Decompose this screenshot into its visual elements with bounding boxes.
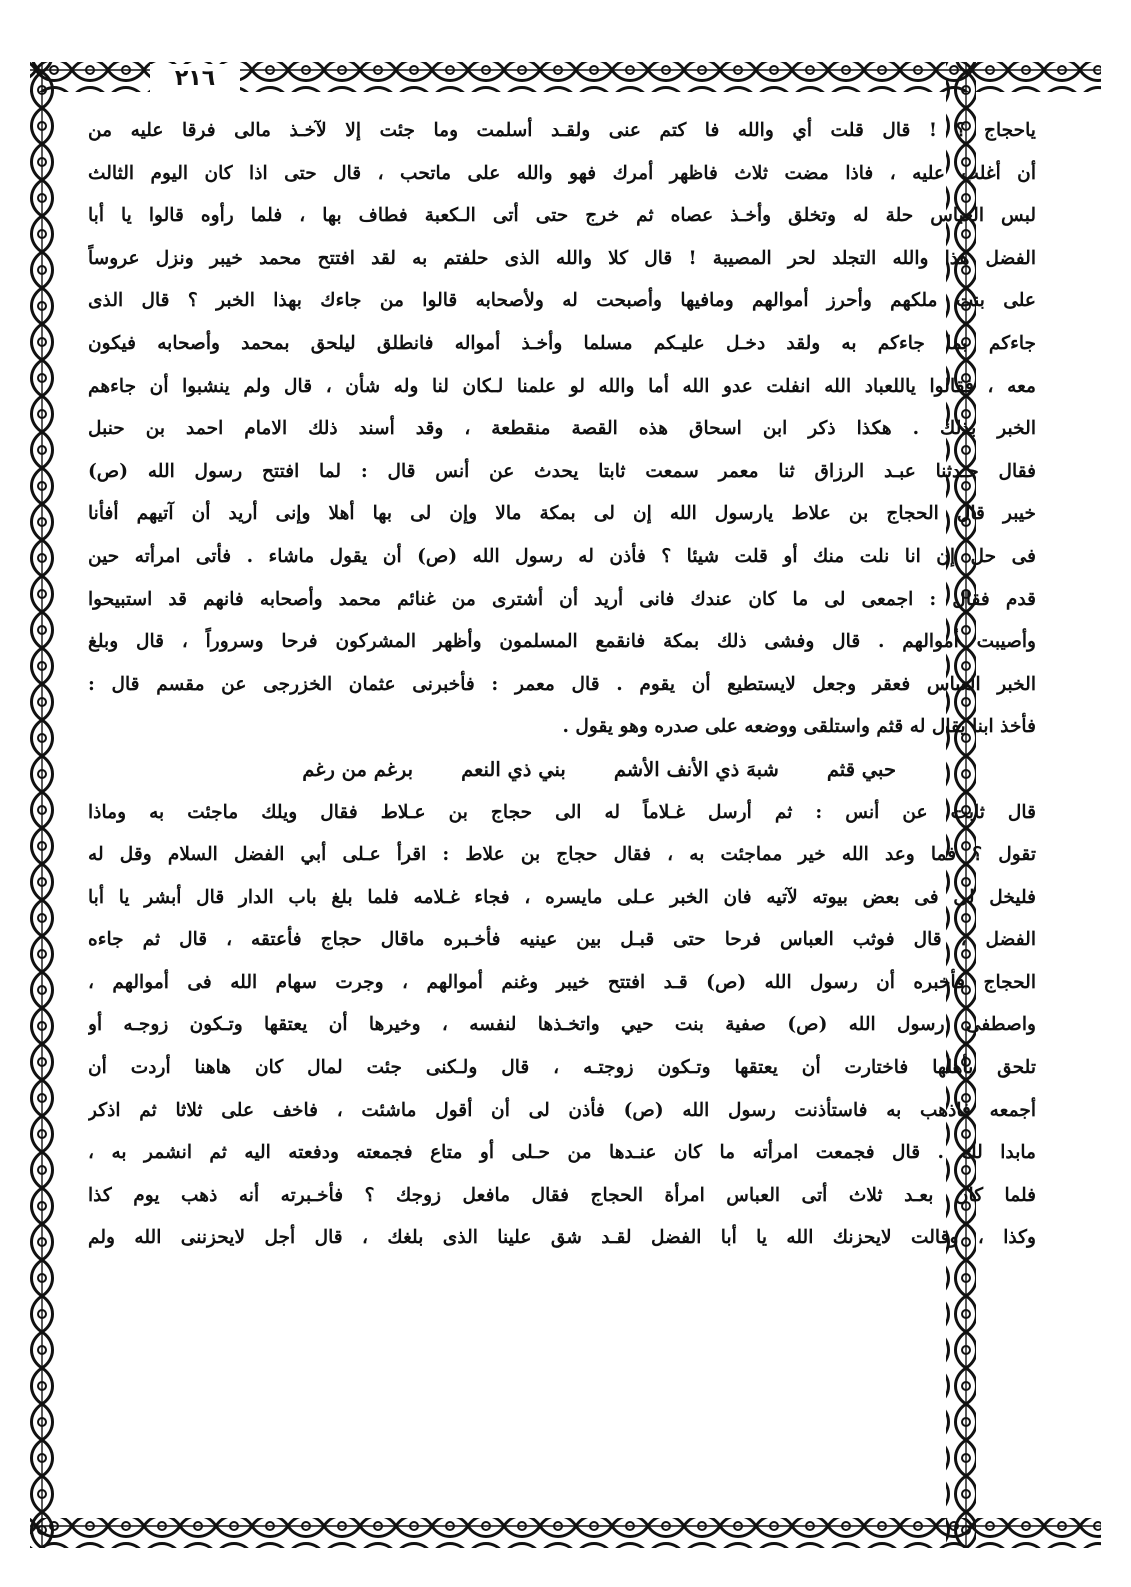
text-line: الخبر بذلك . هكذا ذكر ابن اسحاق هذه القصة منقطعة ، وقد أسند ذلك الامام احمد بن حنبل	[88, 418, 1036, 440]
text-line: تلحق بأهلها فاختارت أن يعتقها وتـكون زوجتـه ، قال ولـكنى جئت لمال كان هاهنا أردت أن	[88, 1057, 1036, 1079]
text-line: الفضل هذا والله التجلد لحر المصيبة ! قال كلا والله الذى حلفتم به لقد افتتح محمد خيبر ونزل عروساً	[88, 247, 1036, 269]
text-line: تقول ؟ فما وعد الله خير مماجئت به ، فقال حجاج بن علاط : اقرأ عـلى أبي الفضل السلام وقل له	[88, 844, 1036, 866]
text-line: فى حل إن انا نلت منك أو قلت شيئا ؟ فأذن له رسول الله (ص) أن يقول ماشاء . فأتى امرأته حين	[88, 545, 1036, 567]
text-line: مابدا لك . قال فجمعت امرأته ما كان عنـدها من حـلى أو متاع فجمعته ودفعته اليه ثم انشمر به ،	[88, 1142, 1036, 1164]
text-line: أن أغلب عليه ، فاذا مضت ثلاث فاظهر أمرك فهو والله على ماتحب ، قال حتى اذا كان اليوم الثالث	[88, 162, 1036, 184]
text-line: وأصيبت أموالهم . قال وفشى ذلك بمكة فانقمع المسلمون وأظهر المشركون فرحا وسروراً ، قال وبلغ	[88, 631, 1036, 653]
text-line: على بنت ملكهم وأحرز أموالهم ومافيها وأصبحت له ولأصحابه قالوا من جاءك بهذا الخبر ؟ قال الذى	[88, 290, 1036, 312]
page-number: ٢١٦	[150, 64, 240, 94]
text-line: لبس العباس حلة له وتخلق وأخـذ عصاه ثم خرج حتى أتى الـكعبة فطاف بها ، فلما رأوه قالوا يا أبا	[88, 205, 1036, 227]
text-line: فأخذ ابنا يقال له قثم واستلقى ووضعه على صدره وهو يقول .	[562, 716, 1036, 738]
text-line: فلما كان بعـد ثلاث أتى العباس امرأة الحجاج فقال مافعل زوجك ؟ فأخـبرته أنه ذهب يوم كذا	[88, 1184, 1036, 1206]
text-line: ياحجاج ؟ ! قال قلت أي والله فا كتم عنى ولقـد أسلمت وما جئت إلا لآخـذ مالى فرقا عليه من	[88, 120, 1036, 141]
text-line: فقال حـدثنا عبـد الرزاق ثنا معمر سمعت ثابتا يحدث عن أنس قال : لما افتتح رسول الله (ص)	[88, 460, 1036, 482]
text-line: خيبر قال الحجاج بن علاط يارسول الله إن لى بمكة مالا وإن لى بها أهلا وإنى أريد أن آتيهم أفأنا	[88, 503, 1036, 525]
text-line: جاءكم بما جاءكم به ولقد دخـل عليـكم مسلما وأخـذ أمواله فانطلق ليلحق بمحمد وأصحابه فيكون	[88, 332, 1036, 354]
text-line: أجمعه فاذهب به فاستأذنت رسول الله (ص) فأذن لى أن أقول ماشئت ، فاخف على ثلاثا ثم اذكر	[88, 1099, 1036, 1121]
text-line: الفضل ، قال فوثب العباس فرحا حتى قبـل بين عينيه فأخـبره ماقال حجاج فأعتقه ، قال ثم جاءه	[88, 929, 1036, 951]
verse-segment: برغم من رغم	[302, 757, 414, 781]
text-line: الحجاج فأخبره أن رسول الله (ص) قـد افتتح خيبر وغنم أموالهم ، وجرت سهام الله فى أموالهم ،	[88, 971, 1036, 993]
text-line: قدم فقال : اجمعى لى ما كان عندك فانى أريد أن أشترى من غنائم محمد وأصحابه فانهم قد استبيحوا	[88, 588, 1036, 610]
text-line: واصطفى رسول الله (ص) صفية بنت حيي واتخـذها لنفسه ، وخيرها أن يعتقها وتـكون زوجـه أو	[88, 1014, 1036, 1036]
text-line: وكذا ، وقالت لايحزنك الله يا أبا الفضل لقـد شق علينا الذى بلغك ، قال أجل لايحزننى الله ولم	[88, 1227, 1036, 1249]
text-line: فليخل لى فى بعض بيوته لآتيه فان الخبر عـلى مايسره ، فجاء غـلامه فلما بلغ باب الدار قال أبشر يا أبا	[88, 886, 1036, 908]
verse-segment: حبي قثم	[826, 757, 896, 781]
text-line: الخبر العباس فعقر وجعل لايستطيع أن يقوم . قال معمر : فأخبرنى عثمان الخزرجى عن مقسم قال :	[88, 673, 1036, 695]
text-line: معه ، فقالوا ياللعباد الله انفلت عدو الله أما والله لو علمنا لـكان لنا وله شأن ، قال ولم ينشبوا أن جاءهم	[88, 375, 1036, 397]
poem-verse	[88, 749, 1036, 792]
text-line: قال ثابت عن أنس : ثم أرسل غـلاماً له الى حجاج بن عـلاط فقال ويلك ماجئت به وماذا	[88, 801, 1036, 823]
verse-segment: شبهَ ذي الأنف الأشم	[613, 757, 779, 781]
page-text	[88, 110, 1036, 1510]
verse-segment: بني ذي النعم	[461, 757, 566, 781]
